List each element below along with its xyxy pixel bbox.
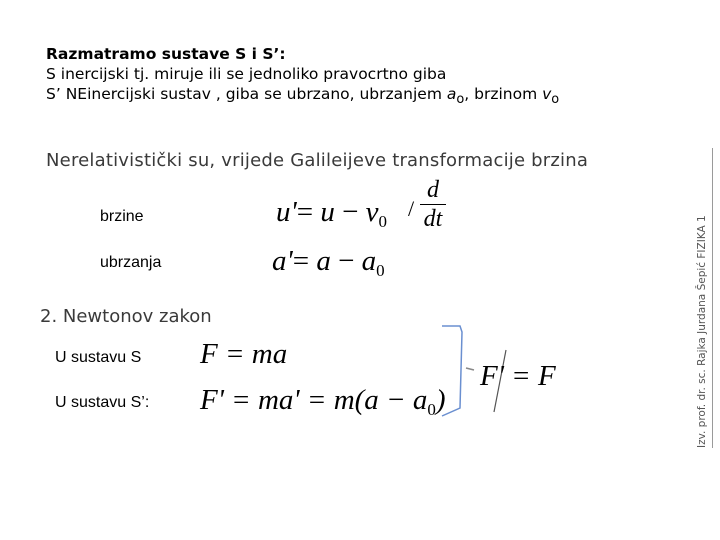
- velocity-symbol: v: [542, 85, 552, 103]
- side-divider: [712, 148, 713, 448]
- header-line-s: S inercijski tj. miruje ili se jednoliko pravocrtno giba: [46, 65, 447, 83]
- brzine-label: brzine: [100, 208, 144, 225]
- newton-s-prime-eq-a: F' = ma' = m(a − a: [200, 384, 428, 416]
- right-bracket: [442, 326, 462, 416]
- galilei-subtitle: Nerelativistički su, vrijede Galileijeve transformacije brzina: [46, 150, 589, 171]
- frac-numerator: d: [427, 177, 439, 203]
- header-title: Razmatramo sustave S i S’:: [46, 45, 286, 63]
- ubrzanja-label: ubrzanja: [100, 254, 162, 271]
- newton-result-equation: [480, 360, 556, 393]
- eq-minus: −: [330, 245, 362, 277]
- eq-v: v: [365, 196, 379, 228]
- header-line-s-prime-mid: , brzinom: [464, 85, 543, 103]
- velocity-subscript: o: [551, 92, 560, 108]
- eq-a0-sub: 0: [376, 261, 385, 280]
- header-block: [46, 44, 559, 110]
- header-line-s-prime: [46, 84, 559, 110]
- frac-bar: [420, 204, 446, 205]
- author-course-sidebar: Izv. prof. dr. sc. Rajka Jurdana Šepić FIZIKA 1: [696, 215, 708, 448]
- newton-title: 2. Newtonov zakon: [40, 306, 212, 327]
- eq-v-sub: 0: [378, 212, 388, 231]
- sustav-s-prime-label: U sustavu S’:: [55, 394, 150, 411]
- eq-equals: =: [292, 245, 317, 277]
- sustav-s-label: U sustavu S: [55, 349, 142, 366]
- newton-s-prime-eq-sub: 0: [427, 400, 436, 419]
- connector-tick: [466, 368, 474, 370]
- eq-a-prime: a': [272, 245, 293, 277]
- derivative-fraction: [420, 178, 446, 231]
- newton-result-text: F' = F: [480, 360, 556, 392]
- derivative-slash: /: [408, 196, 415, 221]
- eq-minus: −: [334, 196, 366, 228]
- newton-s-prime-equation: [200, 384, 446, 420]
- acceleration-symbol: a: [446, 85, 457, 103]
- velocity-transform-equation: [276, 196, 387, 232]
- acceleration-subscript: o: [456, 92, 465, 108]
- eq-a: a: [316, 245, 331, 277]
- header-line-s-prime-text: S’ NEinercijski sustav , giba se ubrzano, ubrzanjem: [46, 85, 447, 103]
- newton-s-eq-text: F = ma: [200, 338, 288, 370]
- newton-s-prime-eq-b: ): [435, 384, 446, 416]
- eq-u: u: [320, 196, 335, 228]
- newton-s-equation: [200, 338, 287, 371]
- eq-u-prime: u': [276, 196, 297, 228]
- acceleration-transform-equation: [272, 245, 385, 281]
- eq-equals: =: [296, 196, 321, 228]
- eq-a0: a: [361, 245, 377, 277]
- frac-denominator: dt: [423, 206, 443, 232]
